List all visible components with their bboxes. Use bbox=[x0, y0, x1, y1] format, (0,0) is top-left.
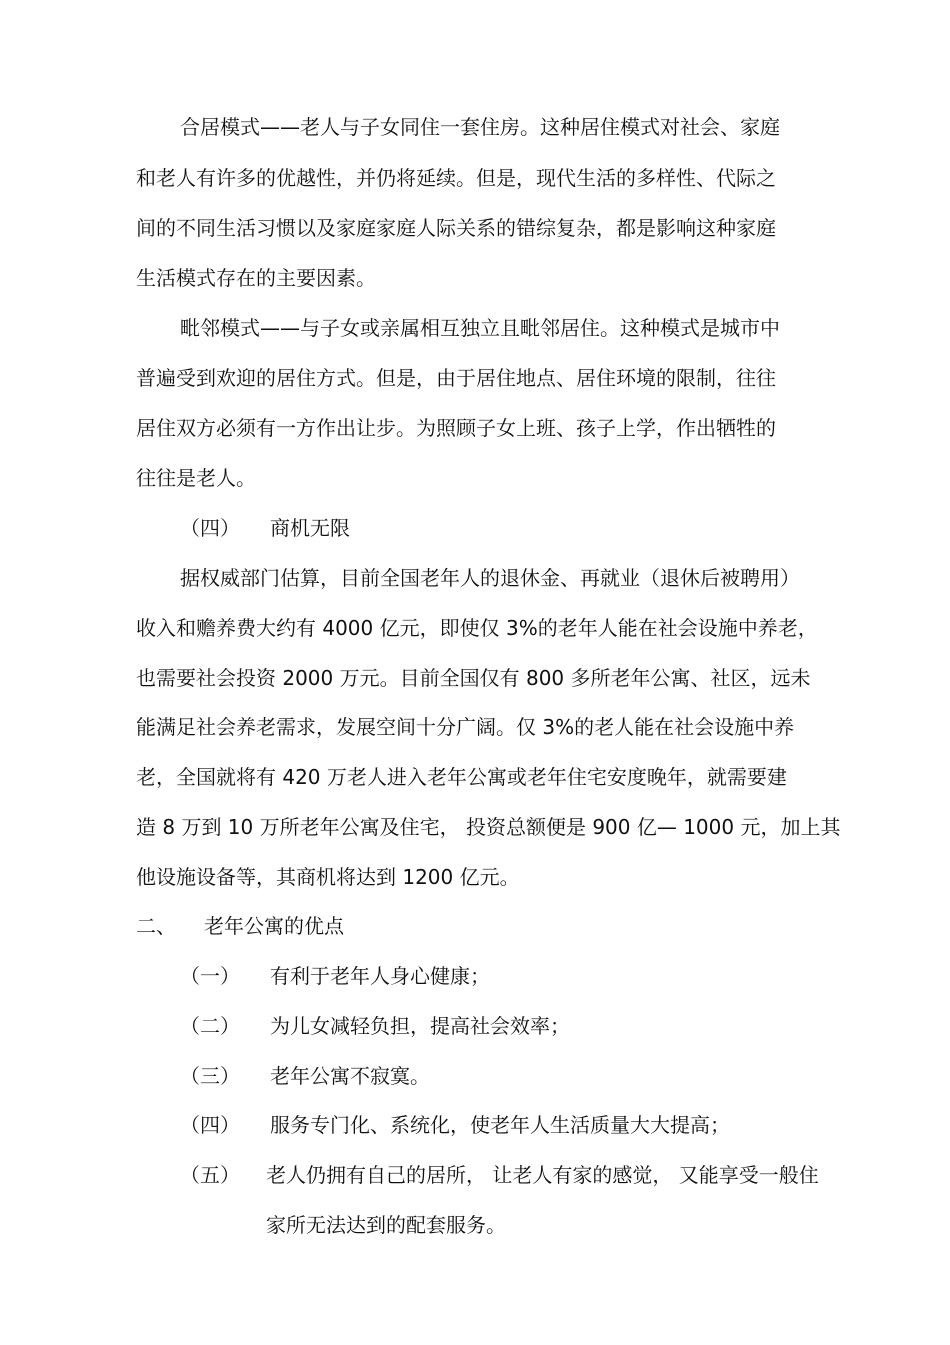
list-item-text: 有利于老年人身心健康； bbox=[270, 964, 490, 988]
list-item-text: 老人仍拥有自己的居所， 让老人有家的感觉， 又能享受一般住 bbox=[266, 1163, 819, 1187]
text-line: 合居模式——老人与子女同住一套住房。这种居住模式对社会、家庭 bbox=[180, 115, 780, 139]
text-line: 他设施设备等，其商机将达到 1200 亿元。 bbox=[136, 865, 520, 889]
list-item-number: （五） bbox=[180, 1163, 240, 1187]
list-item-number: （一） bbox=[180, 964, 240, 988]
text-line: 收入和赡养费大约有 4000 亿元，即使仅 3%的老年人能在社会设施中养老， bbox=[136, 616, 818, 640]
text-line: 生活模式存在的主要因素。 bbox=[136, 266, 376, 290]
text-line: 居住双方必须有一方作出让步。为照顾子女上班、孩子上学，作出牺牲的 bbox=[136, 416, 776, 440]
text-line: 能满足社会养老需求，发展空间十分广阔。仅 3%的老人能在社会设施中养 bbox=[136, 715, 795, 739]
text-line: 往往是老人。 bbox=[136, 466, 256, 490]
text-line: 普遍受到欢迎的居住方式。但是，由于居住地点、居住环境的限制，往往 bbox=[136, 366, 776, 390]
text-line: 毗邻模式——与子女或亲属相互独立且毗邻居住。这种模式是城市中 bbox=[180, 316, 780, 340]
text-line: 造 8 万到 10 万所老年公寓及住宅， 投资总额便是 900 亿— 1000 元，加上其 bbox=[136, 815, 841, 839]
list-item-text: 为儿女减轻负担，提高社会效率； bbox=[270, 1014, 570, 1038]
list-item-number: （二） bbox=[180, 1014, 240, 1038]
text-line: 据权威部门估算，目前全国老年人的退休金、再就业（退休后被聘用） bbox=[180, 566, 800, 590]
subheading-title: 商机无限 bbox=[270, 516, 350, 540]
text-line: 间的不同生活习惯以及家庭家庭人际关系的错综复杂，都是影响这种家庭 bbox=[136, 216, 776, 240]
list-item-text: 服务专门化、系统化，使老年人生活质量大大提高； bbox=[270, 1113, 730, 1137]
section-number: 二、 bbox=[136, 914, 176, 938]
subheading-number: （四） bbox=[180, 516, 240, 540]
text-line: 也需要社会投资 2000 万元。目前全国仅有 800 多所老年公寓、社区，远未 bbox=[136, 666, 811, 690]
text-line: 老，全国就将有 420 万老人进入老年公寓或老年住宅安度晚年，就需要建 bbox=[136, 765, 787, 789]
section-title: 老年公寓的优点 bbox=[204, 914, 344, 938]
text-line: 和老人有许多的优越性，并仍将延续。但是，现代生活的多样性、代际之 bbox=[136, 166, 776, 190]
list-item-text-continuation: 家所无法达到的配套服务。 bbox=[266, 1213, 506, 1237]
list-item-text: 老年公寓不寂寞。 bbox=[270, 1064, 430, 1088]
list-item-number: （三） bbox=[180, 1064, 240, 1088]
list-item-number: （四） bbox=[180, 1113, 240, 1137]
